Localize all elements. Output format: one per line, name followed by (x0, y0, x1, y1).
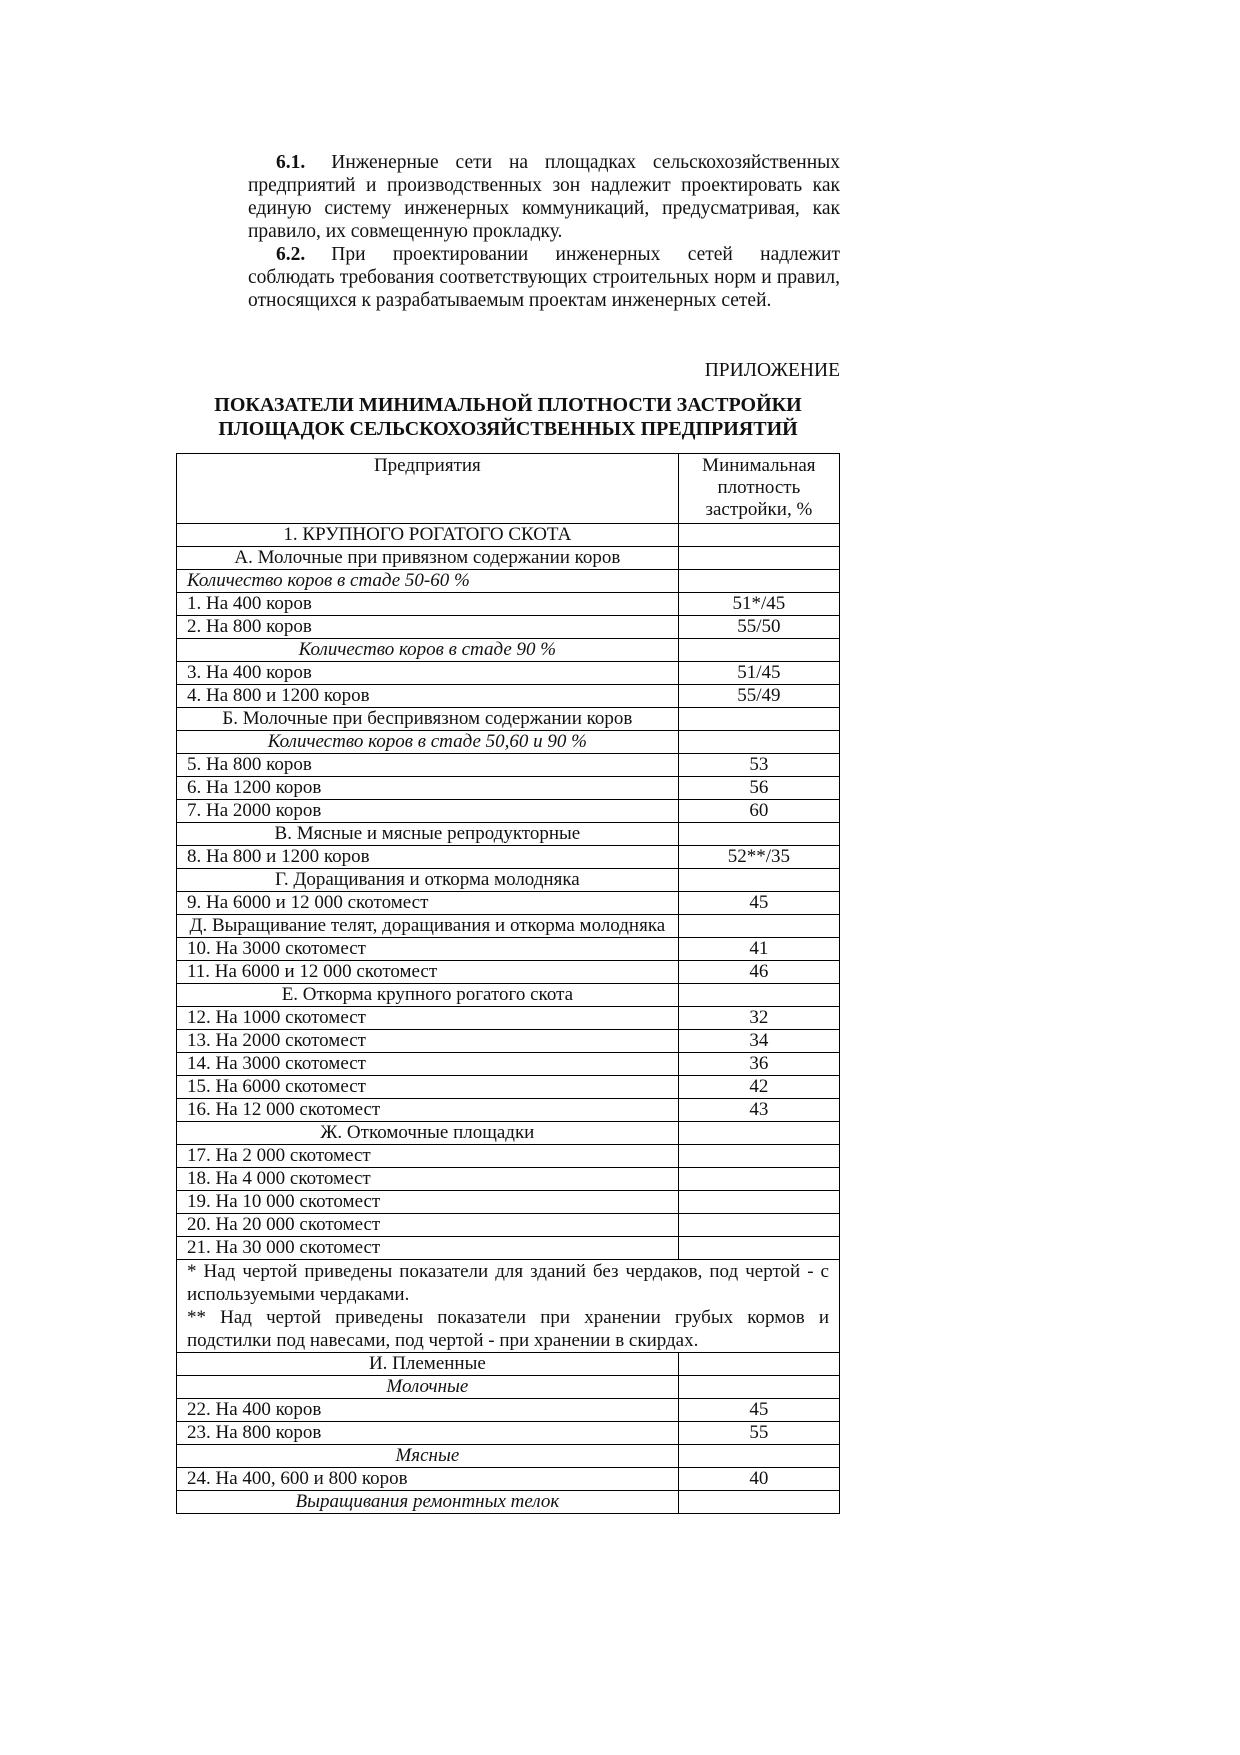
table-row (177, 1007, 840, 1030)
row-label: Количество коров в стаде 90 % (177, 639, 679, 662)
table-row (177, 961, 840, 984)
row-value (678, 708, 839, 731)
row-value: 40 (678, 1468, 839, 1491)
table-row (177, 1353, 840, 1376)
paragraph-6-2 (248, 243, 840, 312)
row-value: 45 (678, 892, 839, 915)
table-row (177, 1491, 840, 1514)
table-row (177, 708, 840, 731)
table-row (177, 1145, 840, 1168)
table-row (177, 1099, 840, 1122)
row-label: Ж. Откомочные площадки (177, 1122, 679, 1145)
row-label: А. Молочные при привязном содержании коров (177, 547, 679, 570)
row-label: 23. На 800 коров (177, 1422, 679, 1445)
table-row (177, 869, 840, 892)
row-value (678, 1445, 839, 1468)
row-label: 22. На 400 коров (177, 1399, 679, 1422)
title-line-2: ПЛОЩАДОК СЕЛЬСКОХОЗЯЙСТВЕННЫХ ПРЕДПРИЯТИЙ (218, 418, 798, 440)
table-row (177, 1376, 840, 1399)
row-label: 15. На 6000 скотомест (177, 1076, 679, 1099)
table-row (177, 639, 840, 662)
row-value (678, 570, 839, 593)
table-row (177, 1053, 840, 1076)
table-notes (177, 1260, 840, 1353)
row-value (678, 1237, 839, 1260)
table-header-row (177, 454, 840, 524)
table-row (177, 1445, 840, 1468)
row-value (678, 915, 839, 938)
table-row (177, 1168, 840, 1191)
table-row (177, 1191, 840, 1214)
row-value: 51/45 (678, 662, 839, 685)
table-row (177, 938, 840, 961)
row-label: Е. Откорма крупного рогатого скота (177, 984, 679, 1007)
row-value: 55/49 (678, 685, 839, 708)
row-value (678, 1491, 839, 1514)
row-label: 19. На 10 000 скотомест (177, 1191, 679, 1214)
row-label: 13. На 2000 скотомест (177, 1030, 679, 1053)
row-value (678, 869, 839, 892)
paragraph-number: 6.2. (276, 244, 306, 265)
row-value: 36 (678, 1053, 839, 1076)
table-row (177, 662, 840, 685)
row-label: 21. На 30 000 скотомест (177, 1237, 679, 1260)
row-value (678, 639, 839, 662)
table-row (177, 616, 840, 639)
table-notes-row (177, 1260, 840, 1353)
row-label: 5. На 800 коров (177, 754, 679, 777)
header-density-line-3: застройки, % (705, 499, 813, 520)
header-density-line-1: Минимальная (702, 455, 816, 476)
header-enterprises: Предприятия (177, 454, 679, 524)
table-row (177, 1214, 840, 1237)
row-label: В. Мясные и мясные репродукторные (177, 823, 679, 846)
row-label: 12. На 1000 скотомест (177, 1007, 679, 1030)
row-value: 46 (678, 961, 839, 984)
row-label: Молочные (177, 1376, 679, 1399)
footnote: * Над чертой приведены показатели для зданий без чердаков, под чертой - с используемыми чердаками. (187, 1261, 829, 1305)
table-row (177, 524, 840, 547)
table-row (177, 1468, 840, 1491)
table-row (177, 823, 840, 846)
table-row (177, 846, 840, 869)
row-value: 52**/35 (678, 846, 839, 869)
row-label: 6. На 1200 коров (177, 777, 679, 800)
row-label: 9. На 6000 и 12 000 скотомест (177, 892, 679, 915)
row-label: И. Племенные (177, 1353, 679, 1376)
table-row (177, 800, 840, 823)
footnote: ** Над чертой приведены показатели при хранении грубых кормов и подстилки под навесами, под чертой - при хранении в скирдах. (187, 1307, 829, 1351)
header-density-line-2: плотность (717, 477, 801, 498)
row-value (678, 1122, 839, 1145)
table-row (177, 1076, 840, 1099)
row-value (678, 547, 839, 570)
row-value: 43 (678, 1099, 839, 1122)
row-label: 14. На 3000 скотомест (177, 1053, 679, 1076)
row-label: Мясные (177, 1445, 679, 1468)
row-value: 55/50 (678, 616, 839, 639)
row-value (678, 1353, 839, 1376)
row-label: Г. Доращивания и откорма молодняка (177, 869, 679, 892)
row-label: 4. На 800 и 1200 коров (177, 685, 679, 708)
table-row (177, 731, 840, 754)
row-value (678, 1145, 839, 1168)
table-row (177, 984, 840, 1007)
appendix-label: ПРИЛОЖЕНИЕ (704, 360, 840, 381)
page-title (176, 393, 840, 441)
row-label: 18. На 4 000 скотомест (177, 1168, 679, 1191)
row-label: Выращивания ремонтных телок (177, 1491, 679, 1514)
row-value: 53 (678, 754, 839, 777)
row-label: 17. На 2 000 скотомест (177, 1145, 679, 1168)
table-row (177, 754, 840, 777)
row-label: 10. На 3000 скотомест (177, 938, 679, 961)
table-row (177, 685, 840, 708)
row-label: 1. На 400 коров (177, 593, 679, 616)
row-value (678, 984, 839, 1007)
row-value: 45 (678, 1399, 839, 1422)
table-row (177, 1237, 840, 1260)
paragraph-6-1 (248, 151, 840, 243)
row-value (678, 1376, 839, 1399)
table-row (177, 892, 840, 915)
paragraph-number: 6.1. (276, 152, 306, 173)
row-label: 24. На 400, 600 и 800 коров (177, 1468, 679, 1491)
table-row (177, 1122, 840, 1145)
paragraph-text: Инженерные сети на площадках сельскохозяйственных предприятий и производственных зон надлежит проектировать как единую систему инженерных коммуникаций, предусматривая, как правило, их совмещенную прокладку. (248, 152, 840, 242)
row-label: 3. На 400 коров (177, 662, 679, 685)
title-line-1: ПОКАЗАТЕЛИ МИНИМАЛЬНОЙ ПЛОТНОСТИ ЗАСТРОЙКИ (214, 394, 802, 416)
density-table (176, 453, 840, 1514)
table-row (177, 1030, 840, 1053)
row-label: 7. На 2000 коров (177, 800, 679, 823)
row-value (678, 1168, 839, 1191)
table-row (177, 570, 840, 593)
row-value: 32 (678, 1007, 839, 1030)
row-label: 16. На 12 000 скотомест (177, 1099, 679, 1122)
row-label: Количество коров в стаде 50,60 и 90 % (177, 731, 679, 754)
table-row (177, 593, 840, 616)
table-row (177, 915, 840, 938)
row-value (678, 1214, 839, 1237)
table-row (177, 777, 840, 800)
header-density (678, 454, 839, 524)
row-value: 41 (678, 938, 839, 961)
row-label: Количество коров в стаде 50-60 % (177, 570, 679, 593)
row-value (678, 524, 839, 547)
row-label: 20. На 20 000 скотомест (177, 1214, 679, 1237)
table-row (177, 1422, 840, 1445)
row-value (678, 823, 839, 846)
row-value (678, 731, 839, 754)
row-value: 42 (678, 1076, 839, 1099)
row-label: 2. На 800 коров (177, 616, 679, 639)
row-label: Б. Молочные при беспривязном содержании коров (177, 708, 679, 731)
table-row (177, 547, 840, 570)
row-value (678, 1191, 839, 1214)
row-label: 11. На 6000 и 12 000 скотомест (177, 961, 679, 984)
row-value: 56 (678, 777, 839, 800)
row-value: 34 (678, 1030, 839, 1053)
row-value: 51*/45 (678, 593, 839, 616)
row-value: 60 (678, 800, 839, 823)
row-label: Д. Выращивание телят, доращивания и откорма молодняка (177, 915, 679, 938)
row-label: 8. На 800 и 1200 коров (177, 846, 679, 869)
row-label: 1. КРУПНОГО РОГАТОГО СКОТА (177, 524, 679, 547)
row-value: 55 (678, 1422, 839, 1445)
paragraph-text: При проектировании инженерных сетей надлежит соблюдать требования соответствующих строительных норм и правил, относящихся к разрабатываемым проектам инженерных сетей. (248, 244, 840, 311)
table-row (177, 1399, 840, 1422)
